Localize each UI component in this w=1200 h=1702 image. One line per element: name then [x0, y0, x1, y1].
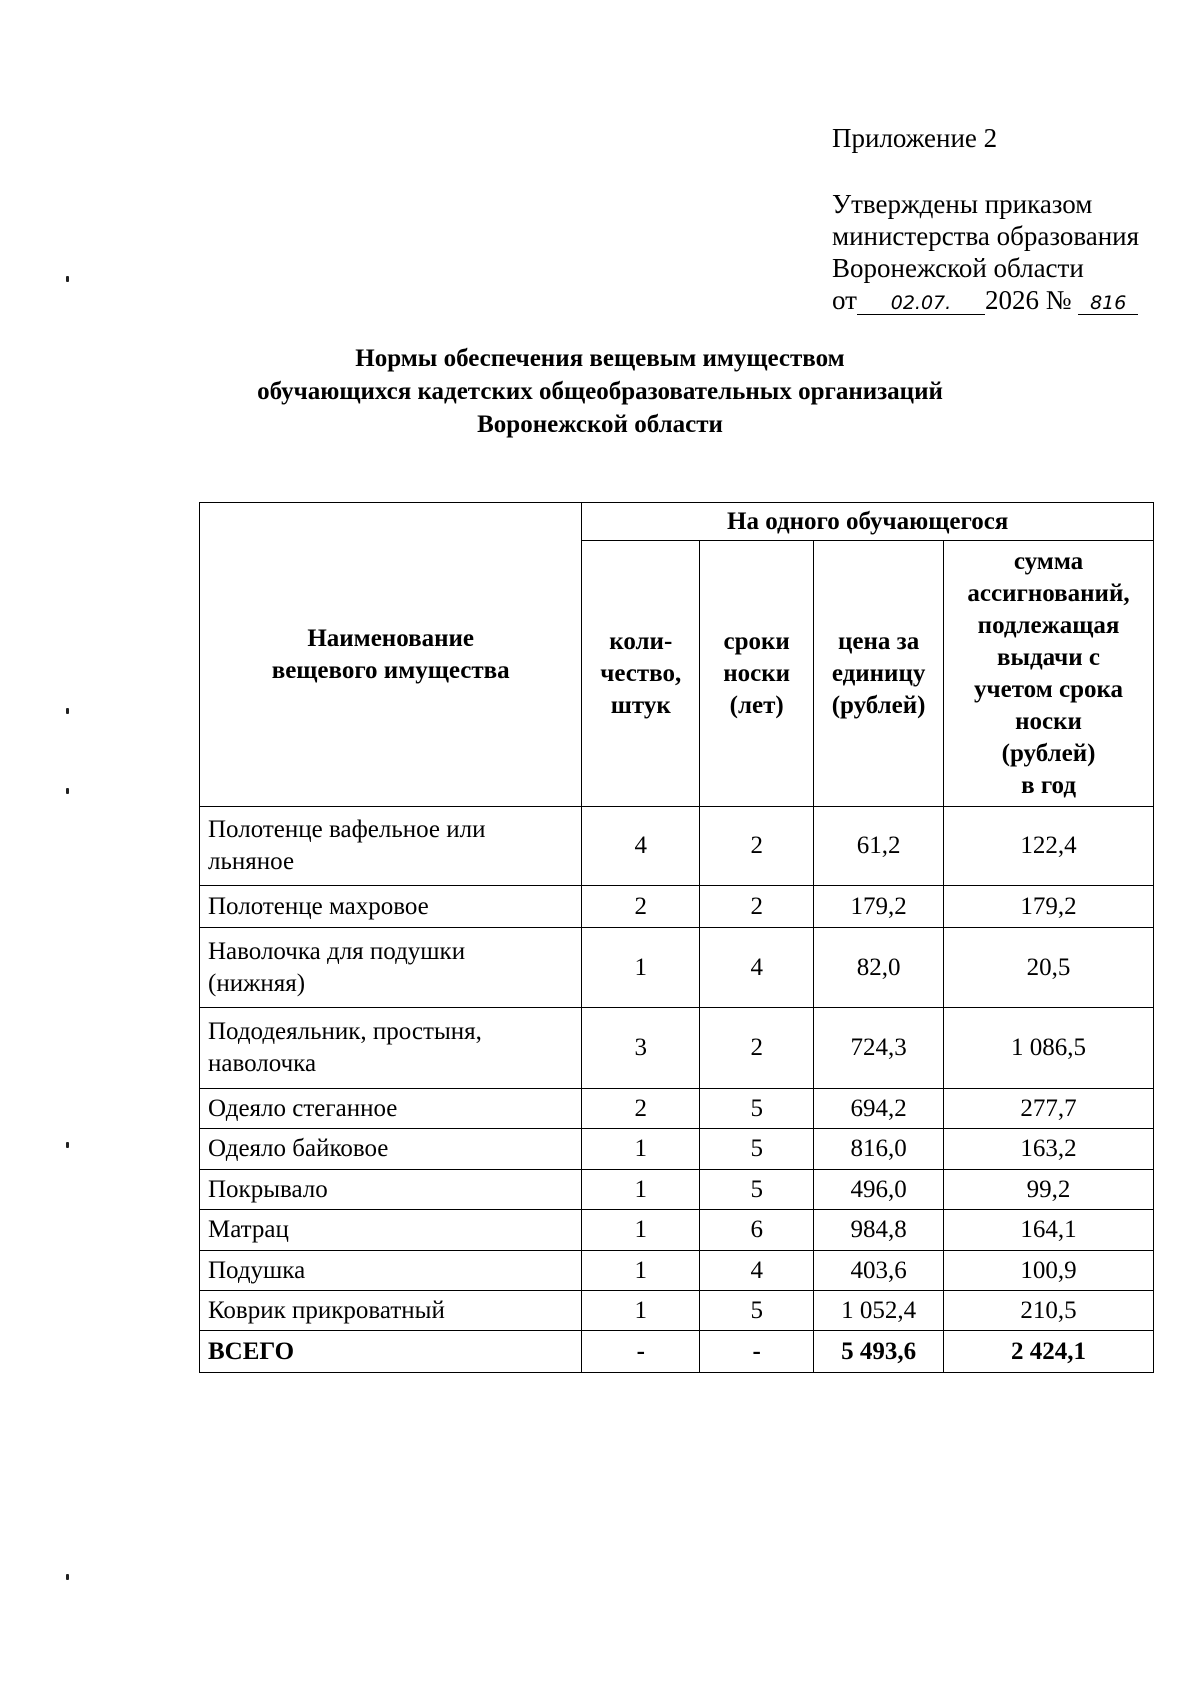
- item-name: [200, 1129, 582, 1170]
- number-sign: №: [1045, 285, 1072, 315]
- document-title: [0, 342, 1200, 441]
- term-cell: 5: [700, 1170, 814, 1210]
- item-name: [200, 1089, 582, 1129]
- approval-line: министерства образования: [832, 221, 1140, 251]
- item-name: [200, 1170, 582, 1210]
- price-cell: 694,2: [814, 1089, 944, 1129]
- header-line: подлежащая: [977, 611, 1120, 639]
- handwritten-order-number: 816: [1078, 292, 1138, 315]
- qty-cell: 2: [582, 886, 700, 928]
- term-column-header: [700, 541, 814, 807]
- price-column-header: [814, 541, 944, 807]
- qty-cell: 4: [582, 807, 700, 886]
- header-line: учетом срока: [974, 675, 1124, 703]
- term-cell: 6: [700, 1210, 814, 1251]
- approval-line: Утверждены приказом: [832, 189, 1093, 219]
- header-line: в год: [1021, 771, 1076, 799]
- item-name-line: Наволочка для подушки: [208, 937, 466, 965]
- title-line: Нормы обеспечения вещевым имуществом: [355, 345, 845, 372]
- sum-cell: 179,2: [944, 886, 1154, 928]
- header-line: единицу: [831, 659, 926, 687]
- sum-cell: 20,5: [944, 928, 1154, 1008]
- sum-column-header: [944, 541, 1154, 807]
- item-name-line: Пододеяльник, простыня,: [208, 1018, 482, 1045]
- header-line: штук: [610, 691, 671, 719]
- qty-cell: 3: [582, 1008, 700, 1089]
- item-name: [200, 1210, 582, 1251]
- table-row: [200, 807, 1154, 886]
- item-name: [200, 1251, 582, 1291]
- header-line: Наименование: [307, 624, 474, 652]
- total-sum-cell: 2 424,1: [944, 1331, 1154, 1373]
- date-prefix: от: [832, 285, 857, 315]
- item-name: [200, 807, 582, 886]
- sum-cell: 99,2: [944, 1170, 1154, 1210]
- handwritten-date: 02.07.: [857, 292, 985, 315]
- sum-cell: 122,4: [944, 807, 1154, 886]
- table-row: [200, 1170, 1154, 1210]
- table-row: [200, 1210, 1154, 1251]
- norms-table: [199, 502, 1154, 1373]
- scan-speck: [66, 1142, 69, 1148]
- total-price-cell: 5 493,6: [814, 1331, 944, 1373]
- name-column-header: [200, 503, 582, 807]
- sum-cell: 163,2: [944, 1129, 1154, 1170]
- term-cell: 5: [700, 1129, 814, 1170]
- header-line: (лет): [729, 691, 784, 719]
- term-cell: 4: [700, 928, 814, 1008]
- scan-speck: [66, 788, 69, 794]
- sum-cell: 277,7: [944, 1089, 1154, 1129]
- item-name-line: Полотенце махровое: [208, 892, 429, 920]
- appendix-label: Приложение 2: [832, 123, 998, 153]
- item-name-line: наволочка: [208, 1050, 317, 1077]
- sum-cell: 1 086,5: [944, 1008, 1154, 1089]
- item-name-line: Одеяло байковое: [208, 1135, 389, 1162]
- table-row: [200, 1008, 1154, 1089]
- header-line: ассигнований,: [967, 579, 1130, 607]
- header-line: вещевого имущества: [271, 656, 510, 684]
- title-line: обучающихся кадетских общеобразовательных организаций: [257, 378, 943, 405]
- price-cell: 816,0: [814, 1129, 944, 1170]
- item-name-line: льняное: [208, 848, 295, 875]
- table-row: [200, 928, 1154, 1008]
- item-name-line: Матрац: [208, 1216, 289, 1243]
- total-label: ВСЕГО: [200, 1331, 582, 1373]
- header-line: сумма: [1013, 547, 1084, 575]
- approval-line: Воронежской области: [832, 253, 1084, 283]
- term-cell: 2: [700, 886, 814, 928]
- header-line: (рублей): [1001, 739, 1096, 767]
- table-row: [200, 1129, 1154, 1170]
- table-row: [200, 1251, 1154, 1291]
- price-cell: 82,0: [814, 928, 944, 1008]
- item-name-line: Коврик прикроватный: [208, 1296, 445, 1324]
- qty-cell: 1: [582, 1291, 700, 1331]
- item-name-line: Подушка: [208, 1256, 306, 1284]
- item-name: [200, 1008, 582, 1089]
- price-cell: 179,2: [814, 886, 944, 928]
- order-date-line: [832, 284, 1139, 316]
- price-cell: 1 052,4: [814, 1291, 944, 1331]
- price-cell: 984,8: [814, 1210, 944, 1251]
- term-cell: 4: [700, 1251, 814, 1291]
- scan-speck: [66, 708, 69, 714]
- header-line: выдачи с: [997, 643, 1101, 671]
- table-row: [200, 1291, 1154, 1331]
- qty-column-header: [582, 541, 700, 807]
- term-cell: 2: [700, 807, 814, 886]
- item-name-line: (нижняя): [208, 969, 306, 997]
- header-line: цена за: [838, 627, 920, 655]
- header-line: носки: [1015, 707, 1082, 735]
- item-name: [200, 928, 582, 1008]
- qty-cell: 1: [582, 1129, 700, 1170]
- qty-cell: 2: [582, 1089, 700, 1129]
- price-cell: 724,3: [814, 1008, 944, 1089]
- group-header: На одного обучающегося: [582, 503, 1154, 541]
- qty-cell: 1: [582, 1210, 700, 1251]
- scan-speck: [66, 276, 69, 282]
- item-name-line: Полотенце вафельное или: [208, 816, 486, 843]
- qty-cell: 1: [582, 1170, 700, 1210]
- sum-cell: 100,9: [944, 1251, 1154, 1291]
- total-qty-cell: -: [582, 1331, 700, 1373]
- sum-cell: 210,5: [944, 1291, 1154, 1331]
- scan-speck: [66, 1574, 69, 1580]
- header-line: (рублей): [831, 691, 926, 719]
- order-year: 2026: [984, 285, 1039, 315]
- item-name-line: Одеяло стеганное: [208, 1094, 398, 1122]
- header-line: носки: [723, 659, 791, 687]
- total-term-cell: -: [700, 1331, 814, 1373]
- table-row: [200, 1089, 1154, 1129]
- item-name: [200, 886, 582, 928]
- term-cell: 5: [700, 1089, 814, 1129]
- term-cell: 5: [700, 1291, 814, 1331]
- item-name-line: Покрывало: [208, 1175, 328, 1203]
- header-line: чество,: [600, 659, 682, 687]
- sum-cell: 164,1: [944, 1210, 1154, 1251]
- term-cell: 2: [700, 1008, 814, 1089]
- qty-cell: 1: [582, 928, 700, 1008]
- price-cell: 496,0: [814, 1170, 944, 1210]
- title-line: Воронежской области: [477, 411, 723, 438]
- approval-block: [832, 188, 1139, 316]
- item-name: [200, 1291, 582, 1331]
- price-cell: 403,6: [814, 1251, 944, 1291]
- total-row: [200, 1331, 1154, 1373]
- qty-cell: 1: [582, 1251, 700, 1291]
- header-line: сроки: [723, 627, 790, 655]
- header-line: коли-: [609, 627, 673, 655]
- price-cell: 61,2: [814, 807, 944, 886]
- table-row: [200, 886, 1154, 928]
